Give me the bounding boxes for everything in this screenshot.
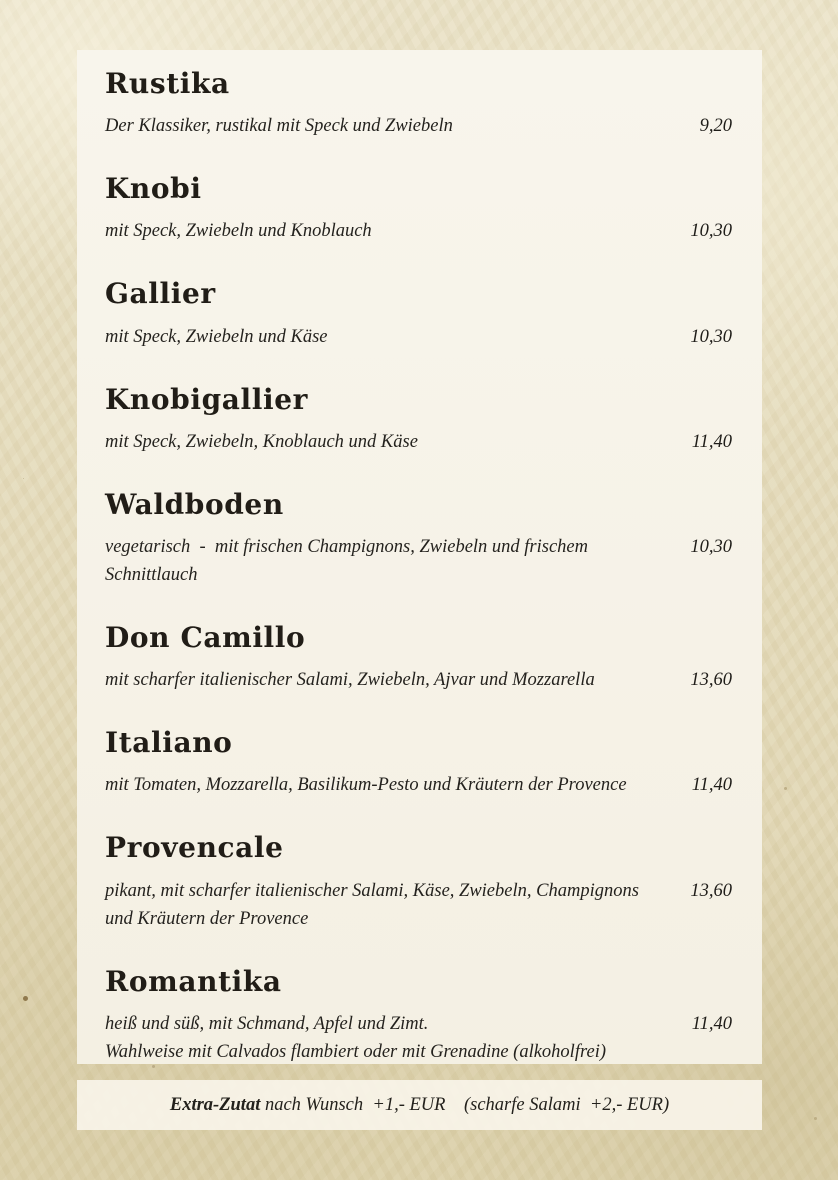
- item-desc: [105, 771, 678, 799]
- menu-item: [105, 489, 732, 589]
- item-desc-line: Schnittlauch: [105, 564, 198, 585]
- item-row: [105, 877, 732, 933]
- item-desc-line: vegetarisch - mit frischen Champignons, Zwiebeln und frischem: [105, 536, 589, 557]
- item-desc-line: Wahlweise mit Calvados flambiert oder mit Grenadine (alkoholfrei): [105, 1041, 606, 1062]
- item-row: [105, 666, 732, 694]
- item-row: [105, 217, 732, 245]
- item-row: [105, 112, 732, 140]
- item-desc: [105, 1010, 678, 1066]
- item-price: 10,30: [690, 326, 732, 347]
- paper-speck-decoration: [23, 996, 28, 1001]
- item-price: 11,40: [691, 1013, 732, 1034]
- item-row: [105, 1010, 732, 1066]
- item-desc-line: mit Speck, Zwiebeln und Knoblauch: [105, 221, 372, 242]
- footer-strip: [77, 1080, 762, 1130]
- item-desc-line: mit Tomaten, Mozzarella, Basilikum-Pesto und Kräutern der Provence: [105, 775, 627, 796]
- item-name: Waldboden: [105, 487, 284, 521]
- item-row: [105, 771, 732, 799]
- item-desc: [105, 533, 676, 589]
- menu-item: [105, 384, 732, 456]
- item-desc-line: mit scharfer italienischer Salami, Zwiebeln, Ajvar und Mozzarella: [105, 670, 595, 691]
- item-desc-line: pikant, mit scharfer italienischer Salami, Käse, Zwiebeln, Champignons: [105, 880, 639, 901]
- item-desc-line: mit Speck, Zwiebeln und Käse: [105, 326, 328, 347]
- item-name: Italiano: [105, 726, 233, 760]
- menu-item: [105, 278, 732, 350]
- item-desc-line: mit Speck, Zwiebeln, Knoblauch und Käse: [105, 431, 418, 452]
- menu-item: [105, 622, 732, 694]
- item-name: Knobigallier: [105, 382, 308, 416]
- item-name: Knobi: [105, 172, 202, 206]
- menu-item: [105, 832, 732, 932]
- item-price: 11,40: [691, 431, 732, 452]
- menu-panel: [77, 50, 762, 1064]
- item-desc: [105, 666, 676, 694]
- item-desc-line: Der Klassiker, rustikal mit Speck und Zwiebeln: [105, 116, 453, 137]
- footer-note-rest: nach Wunsch +1,- EUR (scharfe Salami +2,- EUR): [260, 1094, 670, 1115]
- item-desc: [105, 217, 676, 245]
- item-price: 13,60: [690, 670, 732, 691]
- footer-note-bold: Extra-Zutat: [169, 1094, 261, 1115]
- item-desc: [105, 877, 676, 933]
- item-name: Provencale: [105, 831, 284, 865]
- item-name: Romantika: [105, 964, 282, 998]
- menu-item: [105, 966, 732, 1066]
- item-desc: [105, 428, 678, 456]
- item-row: [105, 428, 732, 456]
- menu-list: [105, 68, 732, 1066]
- footer-note: [170, 1095, 669, 1116]
- item-desc: [105, 112, 686, 140]
- item-desc: [105, 323, 676, 351]
- menu-item: [105, 727, 732, 799]
- item-desc-line: heiß und süß, mit Schmand, Apfel und Zimt.: [105, 1013, 429, 1034]
- menu-item: [105, 68, 732, 140]
- item-desc-line: und Kräutern der Provence: [105, 908, 309, 929]
- item-price: 11,40: [691, 775, 732, 796]
- item-price: 10,30: [690, 221, 732, 242]
- menu-item: [105, 173, 732, 245]
- item-price: 10,30: [690, 536, 732, 557]
- item-name: Don Camillo: [105, 620, 306, 654]
- item-name: Rustika: [105, 67, 230, 100]
- item-row: [105, 533, 732, 589]
- item-name: Gallier: [105, 277, 216, 311]
- item-price: 9,20: [699, 116, 732, 137]
- item-price: 13,60: [690, 880, 732, 901]
- item-row: [105, 323, 732, 351]
